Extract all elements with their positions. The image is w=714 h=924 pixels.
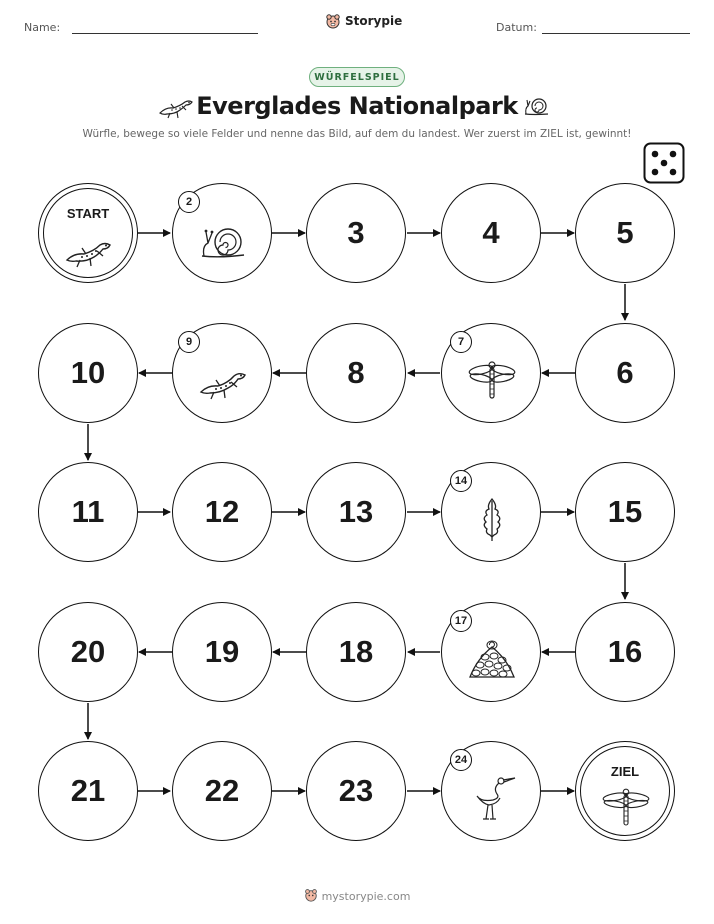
field-number-tag: 9 [178, 331, 200, 353]
field-number: 22 [204, 773, 240, 808]
board-field [441, 183, 541, 283]
board-field [38, 741, 138, 841]
board-field [306, 741, 406, 841]
game-type-badge: WÜRFELSPIEL [309, 67, 405, 87]
field-number: 3 [347, 215, 365, 250]
field-number-tag: 24 [450, 749, 472, 771]
start-field [38, 183, 138, 283]
board-field [575, 183, 675, 283]
fern-leaf-icon [467, 493, 517, 543]
board-field [172, 741, 272, 841]
heron-icon [467, 772, 517, 822]
board-field [306, 323, 406, 423]
instructions: Würfle, bewege so viele Felder und nenne das Bild, auf dem du landest. Wer zuerst im ZIEL ist, gewinnt! [82, 128, 632, 140]
board-field [38, 602, 138, 702]
field-number: 23 [338, 773, 374, 808]
board-field [38, 462, 138, 562]
field-number: 20 [70, 634, 106, 669]
board-field [306, 602, 406, 702]
snail-icon [198, 214, 248, 264]
field-number: 18 [338, 634, 374, 669]
brand-name: Storypie [345, 14, 403, 28]
date-label: Datum: [496, 21, 537, 34]
lizard-icon [198, 354, 248, 404]
footer [0, 888, 714, 903]
board-field [575, 323, 675, 423]
field-number: 12 [204, 494, 240, 529]
field-number: 4 [482, 215, 500, 250]
dragonfly-icon [601, 784, 651, 828]
field-number: 6 [616, 355, 634, 390]
name-label: Name: [24, 21, 61, 34]
field-number: 16 [607, 634, 643, 669]
field-number-tag: 14 [450, 470, 472, 492]
storypie-mascot-icon [304, 888, 318, 902]
dragonfly-icon [467, 354, 517, 404]
field-number-tag: 2 [178, 191, 200, 213]
field-number: 19 [204, 634, 240, 669]
board-field [38, 323, 138, 423]
field-number-tag: 17 [450, 610, 472, 632]
board-field [306, 183, 406, 283]
field-number: 15 [607, 494, 643, 529]
field-number-tag: 7 [450, 331, 472, 353]
field-number: 13 [338, 494, 374, 529]
board-field [575, 462, 675, 562]
board-field [306, 462, 406, 562]
field-number: 21 [70, 773, 106, 808]
lizard-icon [64, 226, 114, 270]
shell-pile-icon [467, 633, 517, 683]
board-field [575, 602, 675, 702]
goal-field [575, 741, 675, 841]
page-title: Everglades Nationalpark [196, 92, 518, 120]
field-number: 5 [616, 215, 634, 250]
start-label: START [66, 206, 110, 221]
goal-label: ZIEL [610, 764, 640, 779]
field-number: 8 [347, 355, 365, 390]
board-field [172, 602, 272, 702]
board-field [172, 462, 272, 562]
field-number: 11 [71, 494, 105, 529]
footer-url[interactable]: mystorypie.com [321, 890, 411, 903]
field-number: 10 [70, 355, 106, 390]
